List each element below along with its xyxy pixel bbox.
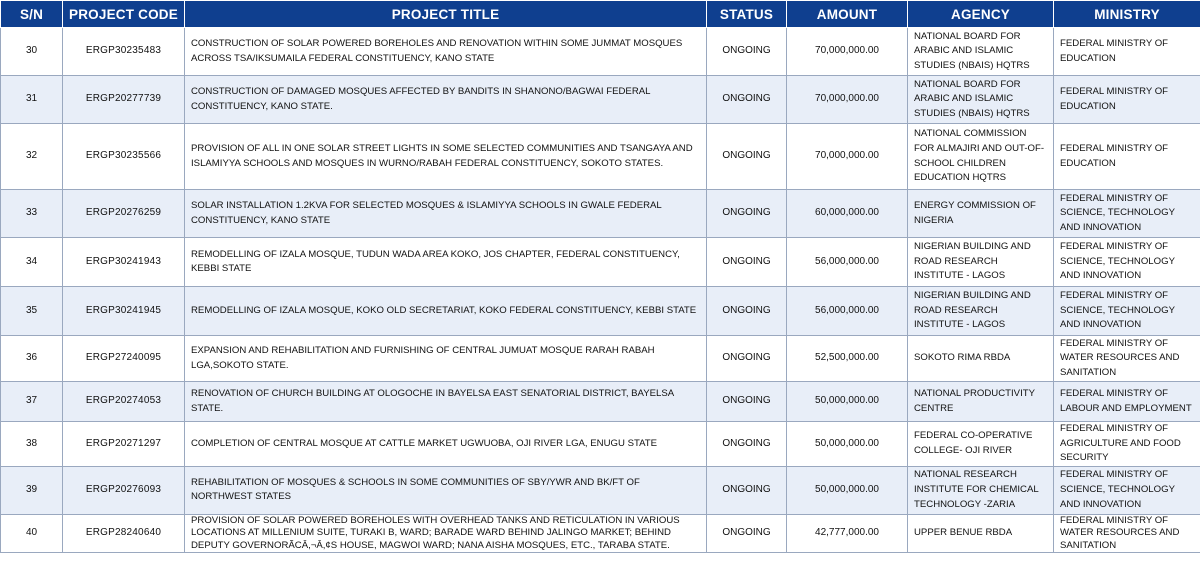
cell-status: ONGOING [707, 287, 787, 336]
table-row [1, 190, 1200, 238]
cell-status: ONGOING [707, 76, 787, 124]
header-sn: S/N [1, 1, 63, 28]
cell-amount: 42,777,000.00 [787, 514, 908, 553]
cell-ministry: FEDERAL MINISTRY OF EDUCATION [1054, 28, 1200, 76]
cell-amount: 60,000,000.00 [787, 190, 908, 238]
cell-agency: NIGERIAN BUILDING AND ROAD RESEARCH INSTITUTE - LAGOS [908, 238, 1054, 287]
cell-project-code: ERGP30235483 [63, 28, 185, 76]
cell-ministry: FEDERAL MINISTRY OF AGRICULTURE AND FOOD SECURITY [1054, 422, 1200, 467]
header-agency: AGENCY [908, 1, 1054, 28]
cell-ministry: FEDERAL MINISTRY OF LABOUR AND EMPLOYMENT [1054, 382, 1200, 422]
cell-status: ONGOING [707, 28, 787, 76]
cell-project-title: REMODELLING OF IZALA MOSQUE, TUDUN WADA AREA KOKO, JOS CHAPTER, FEDERAL CONSTITUENCY, KEBBI STATE [185, 238, 707, 287]
cell-amount: 50,000,000.00 [787, 466, 908, 514]
cell-amount: 56,000,000.00 [787, 238, 908, 287]
cell-project-code: ERGP20274053 [63, 382, 185, 422]
cell-status: ONGOING [707, 466, 787, 514]
header-ministry: MINISTRY [1054, 1, 1200, 28]
cell-status: ONGOING [707, 382, 787, 422]
cell-ministry: FEDERAL MINISTRY OF SCIENCE, TECHNOLOGY AND INNOVATION [1054, 287, 1200, 336]
header-status: STATUS [707, 1, 787, 28]
cell-amount: 70,000,000.00 [787, 124, 908, 190]
cell-sn: 30 [1, 28, 63, 76]
cell-project-code: ERGP30241945 [63, 287, 185, 336]
cell-ministry: FEDERAL MINISTRY OF EDUCATION [1054, 76, 1200, 124]
cell-agency: NIGERIAN BUILDING AND ROAD RESEARCH INSTITUTE - LAGOS [908, 287, 1054, 336]
header-project-title: PROJECT TITLE [185, 1, 707, 28]
cell-sn: 35 [1, 287, 63, 336]
table-row [1, 28, 1200, 76]
cell-status: ONGOING [707, 336, 787, 382]
cell-amount: 52,500,000.00 [787, 336, 908, 382]
table-row [1, 238, 1200, 287]
cell-ministry: FEDERAL MINISTRY OF SCIENCE, TECHNOLOGY AND INNOVATION [1054, 238, 1200, 287]
cell-project-title: PROVISION OF ALL IN ONE SOLAR STREET LIGHTS IN SOME SELECTED COMMUNITIES AND TSANGAYA AND ISLAMIYYA SCHOOLS AND MOSQUES IN WURNO/RABAH FEDERAL CONSTITUENCY, SOKOTO STATES. [185, 124, 707, 190]
cell-sn: 37 [1, 382, 63, 422]
cell-project-code: ERGP20276259 [63, 190, 185, 238]
cell-project-code: ERGP28240640 [63, 514, 185, 553]
cell-agency: FEDERAL CO-OPERATIVE COLLEGE- OJI RIVER [908, 422, 1054, 467]
cell-project-title: RENOVATION OF CHURCH BUILDING AT OLOGOCHE IN BAYELSA EAST SENATORIAL DISTRICT, BAYELSA STATE. [185, 382, 707, 422]
cell-project-code: ERGP20276093 [63, 466, 185, 514]
table-row [1, 514, 1200, 553]
cell-status: ONGOING [707, 422, 787, 467]
cell-amount: 56,000,000.00 [787, 287, 908, 336]
cell-ministry: FEDERAL MINISTRY OF WATER RESOURCES AND SANITATION [1054, 514, 1200, 553]
cell-agency: NATIONAL BOARD FOR ARABIC AND ISLAMIC STUDIES (NBAIS) HQTRS [908, 28, 1054, 76]
cell-ministry: FEDERAL MINISTRY OF SCIENCE, TECHNOLOGY AND INNOVATION [1054, 190, 1200, 238]
cell-amount: 70,000,000.00 [787, 76, 908, 124]
cell-sn: 38 [1, 422, 63, 467]
cell-status: ONGOING [707, 514, 787, 553]
table-row [1, 76, 1200, 124]
cell-agency: UPPER BENUE RBDA [908, 514, 1054, 553]
cell-status: ONGOING [707, 238, 787, 287]
cell-amount: 70,000,000.00 [787, 28, 908, 76]
table-header [1, 1, 1200, 28]
cell-sn: 33 [1, 190, 63, 238]
table-row [1, 382, 1200, 422]
cell-project-title: SOLAR INSTALLATION 1.2KVA FOR SELECTED MOSQUES & ISLAMIYYA SCHOOLS IN GWALE FEDERAL CONSTITUENCY, KANO STATE [185, 190, 707, 238]
cell-project-code: ERGP20277739 [63, 76, 185, 124]
cell-sn: 32 [1, 124, 63, 190]
cell-sn: 31 [1, 76, 63, 124]
cell-amount: 50,000,000.00 [787, 382, 908, 422]
cell-sn: 34 [1, 238, 63, 287]
cell-project-code: ERGP30241943 [63, 238, 185, 287]
cell-project-title: COMPLETION OF CENTRAL MOSQUE AT CATTLE MARKET UGWUOBA, OJI RIVER LGA, ENUGU STATE [185, 422, 707, 467]
cell-agency: NATIONAL PRODUCTIVITY CENTRE [908, 382, 1054, 422]
cell-project-title: PROVISION OF SOLAR POWERED BOREHOLES WITH OVERHEAD TANKS AND RETICULATION IN VARIOUS LOCATIONS AT MILLENIUM SUITE, TURAKI B, WARD; BARADE WARD BEHIND JALINGO MARKET; BEHIND DEPUTY GOVERNORÃCÂ,¬Â,¢S HOUSE, MAGWOI WARD; NANA AISHA MOSQUES, ETC., TARABA STATE. [185, 514, 707, 553]
cell-status: ONGOING [707, 190, 787, 238]
cell-agency: ENERGY COMMISSION OF NIGERIA [908, 190, 1054, 238]
cell-agency: NATIONAL BOARD FOR ARABIC AND ISLAMIC STUDIES (NBAIS) HQTRS [908, 76, 1054, 124]
cell-sn: 40 [1, 514, 63, 553]
header-row [1, 1, 1200, 28]
cell-amount: 50,000,000.00 [787, 422, 908, 467]
table-body [1, 28, 1200, 553]
cell-project-code: ERGP27240095 [63, 336, 185, 382]
cell-agency: NATIONAL RESEARCH INSTITUTE FOR CHEMICAL TECHNOLOGY -ZARIA [908, 466, 1054, 514]
cell-project-title: CONSTRUCTION OF DAMAGED MOSQUES AFFECTED BY BANDITS IN SHANONO/BAGWAI FEDERAL CONSTITUENCY, KANO STATE. [185, 76, 707, 124]
cell-project-title: REMODELLING OF IZALA MOSQUE, KOKO OLD SECRETARIAT, KOKO FEDERAL CONSTITUENCY, KEBBI STATE [185, 287, 707, 336]
cell-project-title: REHABILITATION OF MOSQUES & SCHOOLS IN SOME COMMUNITIES OF SBY/YWR AND BK/FT OF NORTHWEST STATES [185, 466, 707, 514]
cell-project-code: ERGP20271297 [63, 422, 185, 467]
cell-sn: 39 [1, 466, 63, 514]
cell-agency: SOKOTO RIMA RBDA [908, 336, 1054, 382]
header-amount: AMOUNT [787, 1, 908, 28]
cell-project-title: EXPANSION AND REHABILITATION AND FURNISHING OF CENTRAL JUMUAT MOSQUE RARAH RABAH LGA,SOKOTO STATE. [185, 336, 707, 382]
table-row [1, 124, 1200, 190]
cell-ministry: FEDERAL MINISTRY OF SCIENCE, TECHNOLOGY AND INNOVATION [1054, 466, 1200, 514]
cell-ministry: FEDERAL MINISTRY OF WATER RESOURCES AND SANITATION [1054, 336, 1200, 382]
table-row [1, 336, 1200, 382]
header-project-code: PROJECT CODE [63, 1, 185, 28]
cell-status: ONGOING [707, 124, 787, 190]
cell-project-title: CONSTRUCTION OF SOLAR POWERED BOREHOLES AND RENOVATION WITHIN SOME JUMMAT MOSQUES ACROSS TSA/IKSUMAILA FEDERAL CONSTITUENCY, KANO STATE [185, 28, 707, 76]
cell-ministry: FEDERAL MINISTRY OF EDUCATION [1054, 124, 1200, 190]
table-row [1, 466, 1200, 514]
cell-project-code: ERGP30235566 [63, 124, 185, 190]
cell-agency: NATIONAL COMMISSION FOR ALMAJIRI AND OUT-OF-SCHOOL CHILDREN EDUCATION HQTRS [908, 124, 1054, 190]
table-row [1, 422, 1200, 467]
table-row [1, 287, 1200, 336]
cell-sn: 36 [1, 336, 63, 382]
